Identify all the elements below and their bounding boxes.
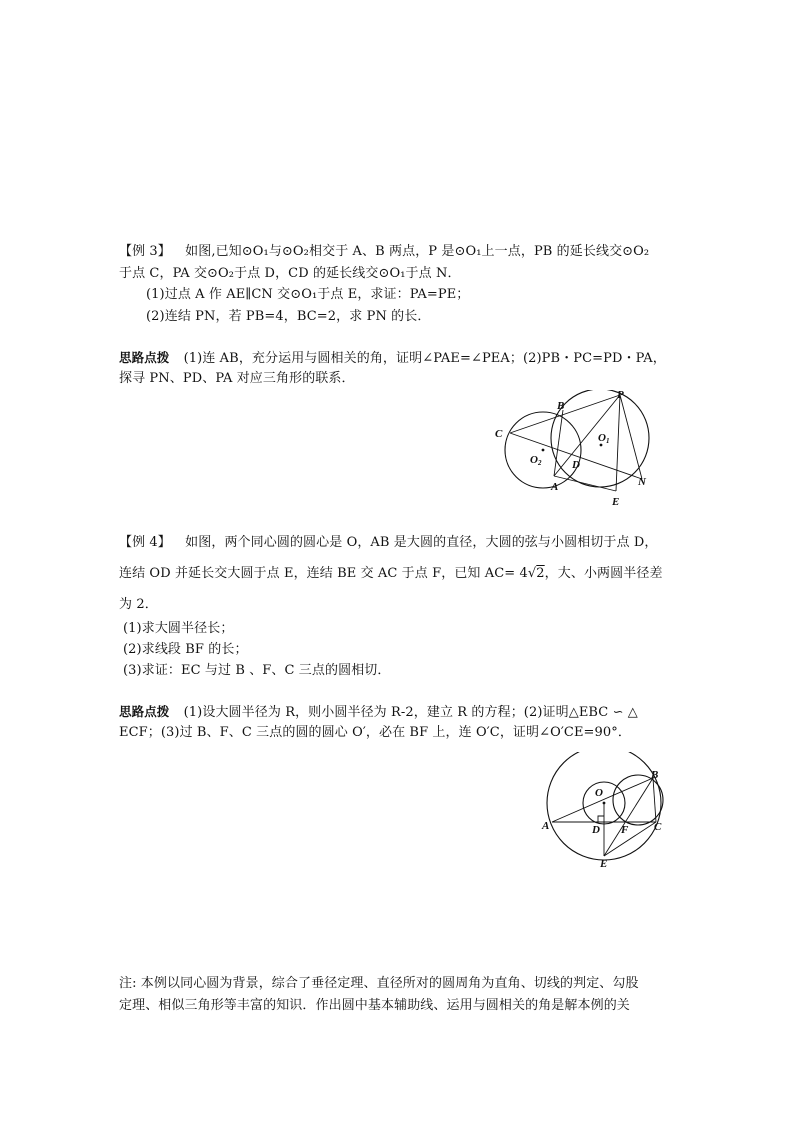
example3-hint-line2: 探寻 PN、PD、PA 对应三角形的联系． — [119, 371, 355, 386]
example4-text-2b: ，大、小两圆半径差 — [544, 566, 663, 581]
example3-hint-label: 思路点拨 — [119, 350, 170, 365]
example4-hint-text-1: (1)设大圆半径为 R，则小圆半径为 R-2，建立 R 的方程；(2)证明△EBC ∽ △ — [183, 705, 638, 720]
center-o — [603, 802, 606, 805]
example4-question-1: (1)求大圆半径长； — [123, 621, 234, 636]
fig3-label-p: P — [617, 390, 624, 401]
note-line2: 定理、相似三角形等丰富的知识．作出圆中基本辅助线、运用与圆相关的角是解本例的关 — [119, 998, 630, 1013]
example4-question-2: (2)求线段 BF 的长； — [123, 642, 248, 657]
example3-text-1: 如图,已知⊙O₁与⊙O₂相交于 A、B 两点，P 是⊙O₁上一点，PB 的延长线交⊙O₂ — [185, 244, 650, 259]
example3-question-1: (1)过点 A 作 AE∥CN 交⊙O₁于点 E，求证：PA=PE； — [146, 287, 470, 302]
fig3-label-o2: O2 — [530, 454, 542, 467]
fig4-label-b: B — [651, 769, 659, 781]
example4-statement-line3: 为 2． — [119, 597, 158, 612]
example3-label: 【例 3】 — [119, 244, 171, 259]
fig3-label-d: D — [572, 459, 580, 471]
right-angle-mark — [598, 816, 604, 822]
line-ab — [552, 778, 653, 822]
center-o2 — [542, 449, 545, 452]
example4-hint-label: 思路点拨 — [119, 704, 170, 719]
example3-hint-line1 — [119, 349, 666, 368]
fig4-label-c: C — [654, 821, 662, 833]
example4-statement-line2 — [119, 565, 663, 583]
center-o1 — [600, 444, 603, 447]
example4-question-3: (3)求证：EC 与过 B 、F、C 三点的圆相切． — [123, 663, 391, 678]
fig3-label-b: B — [557, 400, 565, 412]
example3-question-2: (2)连结 PN，若 PB=4，BC=2，求 PN 的长． — [146, 309, 431, 324]
fig3-label-a: A — [551, 481, 559, 493]
fig3-label-n: N — [638, 476, 646, 488]
example4-figure — [540, 752, 670, 870]
line-pe — [616, 395, 620, 491]
example3-hint-text-1: (1)连 AB，充分运用与圆相关的角，证明∠PAE=∠PEA；(2)PB・PC=PD・PA， — [183, 351, 666, 366]
line-cp — [510, 395, 620, 433]
fig3-label-e: E — [612, 496, 620, 508]
fig3-label-o1: O1 — [598, 432, 610, 445]
example4-label: 【例 4】 — [119, 535, 171, 550]
example3-statement-line2: 于点 C，PA 交⊙O₂于点 D，CD 的延长线交⊙O₁于点 N． — [119, 266, 461, 281]
example4-text-2a: 连结 OD 并延长交大圆于点 E，连结 BE 交 AC 于点 F，已知 AC= 4 — [119, 566, 528, 581]
example4-hint-line1 — [119, 703, 638, 722]
example3-statement-line1 — [119, 243, 649, 261]
example3-figure — [490, 390, 670, 508]
example4-text-1: 如图，两个同心圆的圆心是 O，AB 是大圆的直径，大圆的弦与小圆相切于点 D， — [185, 535, 658, 550]
note-line1: 注: 本例以同心圆为背景，综合了垂径定理、直径所对的圆周角为直角、切线的判定、勾股 — [119, 976, 639, 991]
sqrt-symbol: √2 — [527, 566, 545, 581]
fig4-label-d: D — [592, 824, 600, 836]
fig4-label-e: E — [600, 858, 608, 870]
fig4-label-o: O — [595, 787, 603, 799]
example4-hint-line2: ECF；(3)过 B、F、C 三点的圆的圆心 O′，必在 BF 上，连 O′C，证明∠O′CE=90°． — [119, 725, 631, 740]
fig3-label-c: C — [495, 428, 503, 440]
fig4-label-a: A — [542, 820, 550, 832]
line-bc — [653, 778, 656, 822]
sqrt-radicand: 2 — [536, 566, 545, 581]
example4-statement-line1 — [119, 534, 657, 552]
fig4-label-f: F — [621, 824, 629, 836]
line-ae — [554, 476, 616, 491]
line-be — [604, 778, 653, 856]
